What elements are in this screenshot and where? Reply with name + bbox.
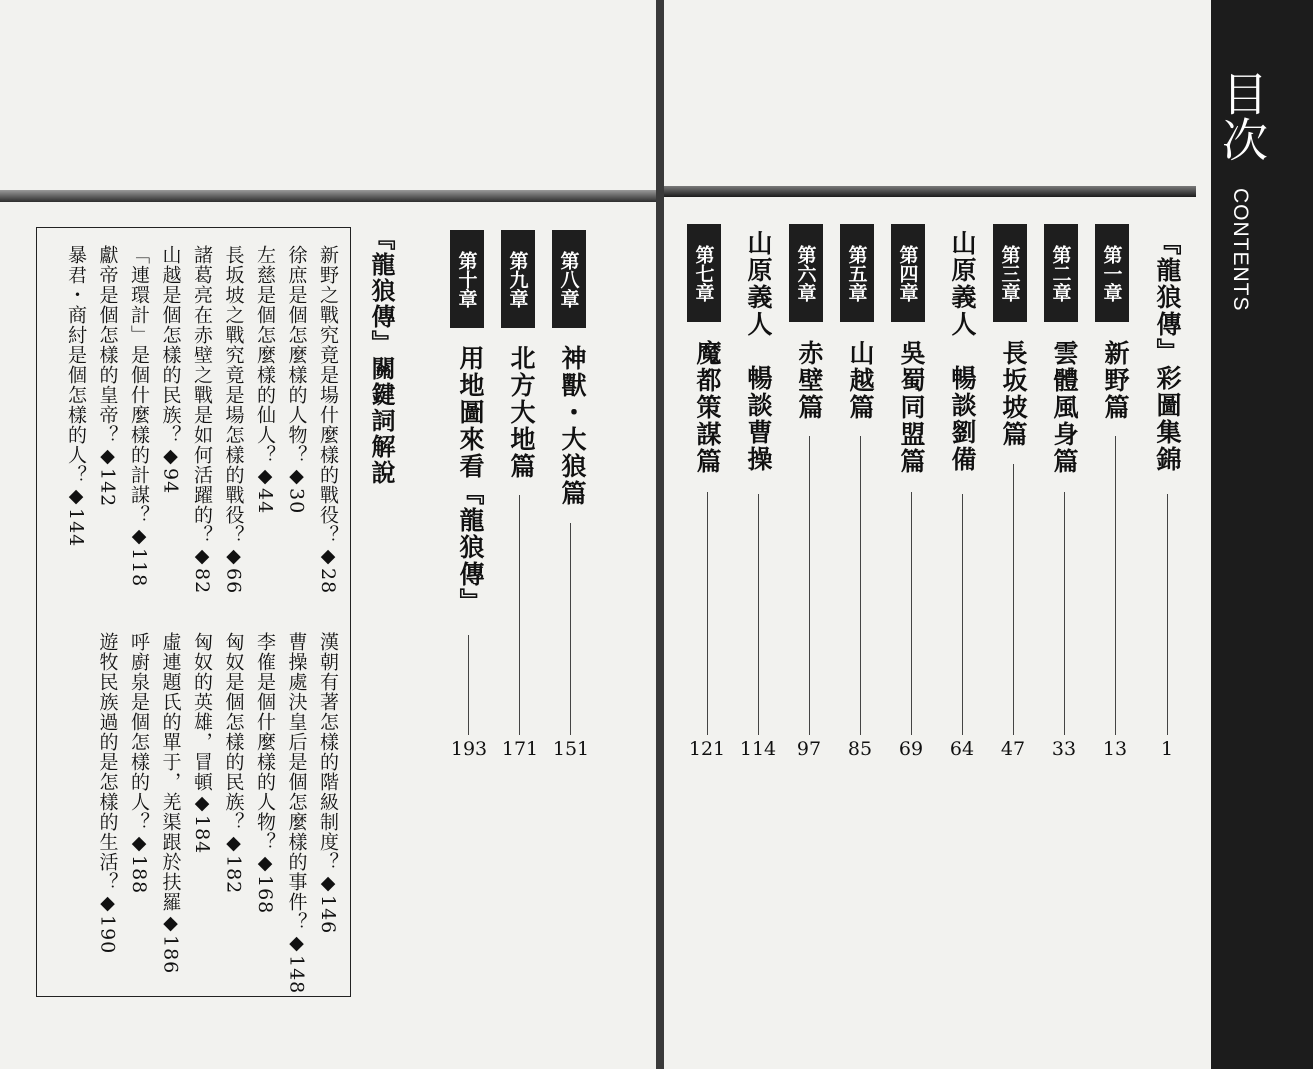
entry-title[interactable]: 山原義人 暢談劉備	[948, 230, 977, 473]
glossary-item[interactable]: 遊牧民族過的是怎樣的生活？◆190	[96, 632, 119, 955]
page-number: 33	[1051, 738, 1077, 760]
page-number: 69	[898, 738, 924, 760]
glossary-item[interactable]: 「連環計」是個什麼樣的計謀？◆118	[128, 245, 150, 588]
page-number: 97	[796, 738, 822, 760]
glossary-item[interactable]: 新野之戰究竟是場什麼樣的戰役？◆28	[317, 245, 339, 595]
glossary-item[interactable]: 左慈是個怎麼樣的仙人？◆44	[254, 245, 276, 515]
entry-title[interactable]: 神獸・大狼篇	[558, 345, 587, 507]
page-number: 193	[450, 738, 488, 760]
glossary-item[interactable]: 曹操處決皇后是個怎麼樣的事件？◆148	[285, 632, 308, 995]
page-number: 151	[552, 738, 590, 760]
page-number: 13	[1102, 738, 1128, 760]
page-number: 121	[688, 738, 726, 760]
leader-line	[1115, 436, 1116, 735]
glossary-item[interactable]: 匈奴的英雄，冒頓◆184	[191, 632, 213, 855]
leader-line	[758, 494, 759, 735]
leader-line	[962, 494, 963, 735]
leader-line	[1064, 492, 1065, 735]
leader-line	[1167, 494, 1168, 735]
glossary-item[interactable]: 獻帝是個怎樣的皇帝？◆142	[96, 245, 119, 508]
page-number: 171	[501, 738, 539, 760]
chapter-tab: 第十章	[450, 230, 484, 328]
chapter-tab: 第九章	[501, 230, 535, 328]
chapter-tab: 第六章	[789, 224, 823, 322]
entry-title[interactable]: 用地圖來看『龍狼傳』	[456, 345, 485, 615]
glossary-item[interactable]: 諸葛亮在赤壁之戰是如何活躍的？◆82	[191, 245, 213, 595]
leader-line	[519, 495, 520, 735]
entry-title[interactable]: 『龍狼傳』彩圖集錦	[1153, 230, 1182, 473]
leader-line	[707, 492, 708, 735]
glossary-item[interactable]: 虛連題氏的單于，羌渠跟於扶羅◆186	[159, 632, 182, 975]
right-page	[664, 0, 1211, 1069]
page-number: 64	[949, 738, 975, 760]
entry-title[interactable]: 山原義人 暢談曹操	[744, 230, 773, 473]
page-number: 1	[1160, 738, 1174, 760]
glossary-item[interactable]: 暴君・商紂是個怎樣的人？◆144	[65, 245, 87, 548]
glossary-item[interactable]: 匈奴是個怎樣的民族？◆182	[222, 632, 245, 895]
page-number: 47	[1000, 738, 1026, 760]
glossary-item[interactable]: 李傕是個什麼樣的人物？◆168	[254, 632, 276, 915]
chapter-tab: 第八章	[552, 230, 586, 328]
chapter-tab: 第二章	[1044, 224, 1078, 322]
chapter-tab: 第一章	[1095, 224, 1129, 322]
entry-title[interactable]: 長坂坡篇	[999, 340, 1028, 448]
chapter-tab: 第三章	[993, 224, 1027, 322]
glossary-item[interactable]: 山越是個怎樣的民族？◆94	[159, 245, 182, 495]
entry-title[interactable]: 山越篇	[846, 340, 875, 421]
contents-heading: 目次	[1215, 70, 1269, 162]
chapter-tab: 第五章	[840, 224, 874, 322]
glossary-item[interactable]: 徐庶是個怎麼樣的人物？◆30	[285, 245, 308, 515]
entry-title[interactable]: 雲體風身篇	[1050, 340, 1079, 475]
top-rule-left	[0, 190, 656, 202]
leader-line	[1013, 464, 1014, 735]
entry-title[interactable]: 北方大地篇	[507, 345, 536, 480]
chapter-tab: 第七章	[687, 224, 721, 322]
book-gutter	[656, 0, 664, 1069]
top-rule-right	[664, 186, 1196, 197]
page-number: 114	[739, 738, 777, 760]
leader-line	[570, 523, 571, 735]
leader-line	[809, 436, 810, 735]
entry-title[interactable]: 赤壁篇	[795, 340, 824, 421]
page-number: 85	[847, 738, 873, 760]
chapter-tab: 第四章	[891, 224, 925, 322]
contents-heading-en: CONTENTS	[1229, 188, 1252, 312]
entry-title[interactable]: 新野篇	[1101, 340, 1130, 421]
glossary-item[interactable]: 長坂坡之戰究竟是場怎樣的戰役？◆66	[222, 245, 245, 595]
leader-line	[468, 635, 469, 735]
entry-title[interactable]: 魔都策謀篇	[693, 340, 722, 475]
entry-title[interactable]: 吳蜀同盟篇	[897, 340, 926, 475]
leader-line	[911, 492, 912, 735]
glossary-item[interactable]: 漢朝有著怎樣的階級制度？◆146	[317, 632, 339, 935]
glossary-item[interactable]: 呼廚泉是個怎樣的人？◆188	[128, 632, 150, 895]
leader-line	[860, 436, 861, 735]
glossary-title: 『龍狼傳』關鍵詞解說	[367, 226, 396, 486]
